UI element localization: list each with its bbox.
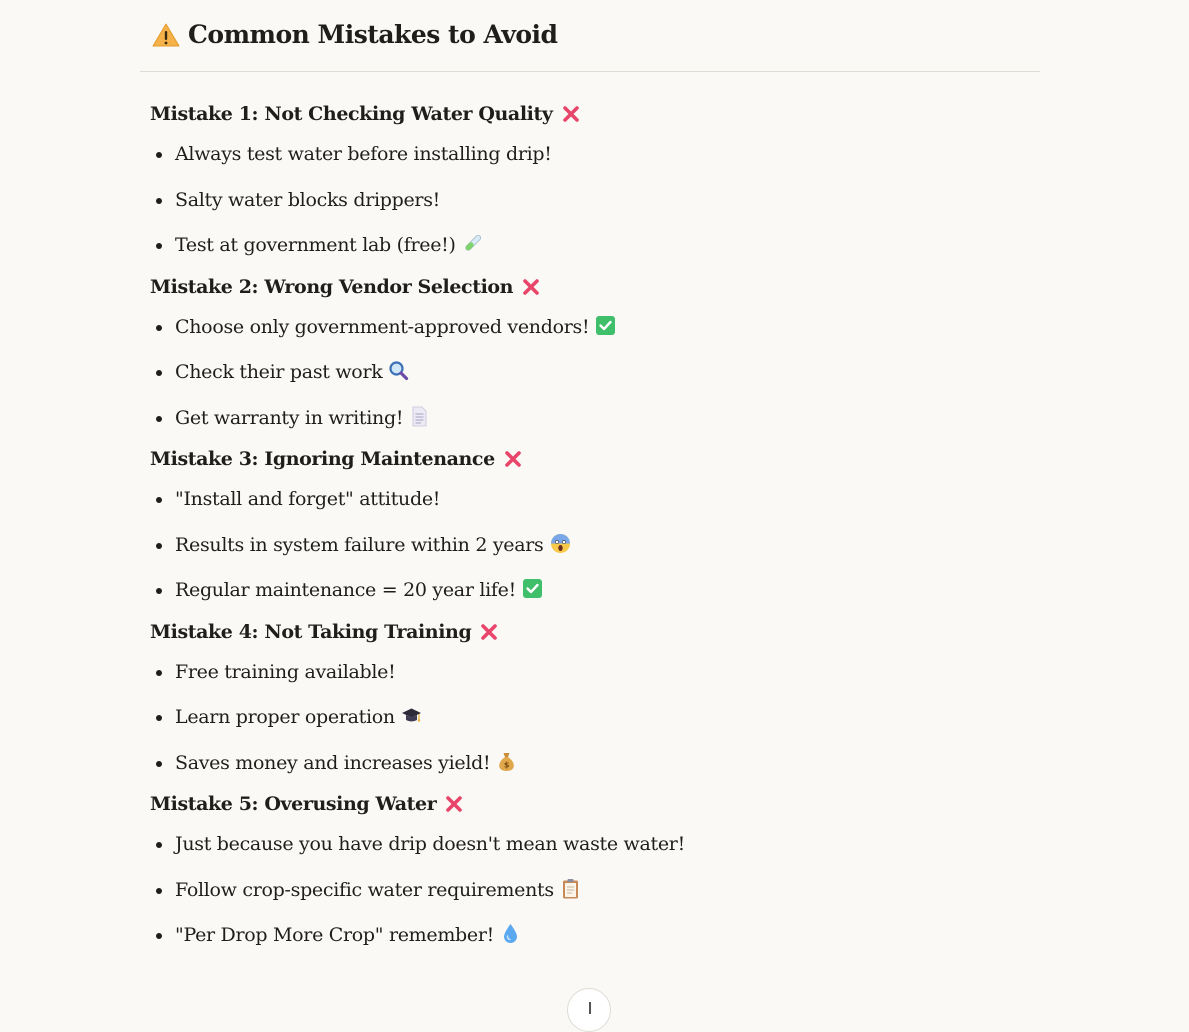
list-item xyxy=(150,305,1040,351)
list-item xyxy=(150,868,1040,914)
list-item xyxy=(150,822,1040,868)
mistake-bullets xyxy=(150,650,1040,787)
list-item-text: Just because you have drip doesn't mean waste water! xyxy=(175,833,685,855)
list-item xyxy=(150,132,1040,178)
mistake-title-text: Mistake 4: Not Taking Training xyxy=(150,620,472,643)
list-item-text: Results in system failure within 2 years xyxy=(175,533,544,556)
mistake-block xyxy=(150,96,1040,269)
cross-mark-icon xyxy=(561,104,581,124)
list-item xyxy=(150,650,1040,696)
list-item-text: Follow crop-specific water requirements xyxy=(175,878,554,901)
list-item xyxy=(150,477,1040,523)
mistake-bullets xyxy=(150,305,1040,442)
scroll-to-bottom-button[interactable] xyxy=(567,988,611,1032)
list-item-text: Learn proper operation xyxy=(175,706,395,728)
list-item xyxy=(150,396,1040,442)
mistakes-list xyxy=(140,72,1040,959)
list-item-text: Regular maintenance = 20 year life! xyxy=(175,579,516,601)
mistake-bullets xyxy=(150,132,1040,269)
mistake-block xyxy=(150,786,1040,959)
check-mark-icon xyxy=(595,315,616,336)
list-item-text: Choose only government-approved vendors! xyxy=(175,315,590,338)
list-item-text: Check their past work xyxy=(175,361,383,383)
list-item xyxy=(150,695,1040,741)
mistake-title xyxy=(150,269,1040,305)
mistake-title-text: Mistake 1: Not Checking Water Quality xyxy=(150,103,553,125)
money-bag-icon xyxy=(496,751,517,772)
list-item-text: "Per Drop More Crop" remember! xyxy=(175,924,494,946)
list-item-text: Saves money and increases yield! xyxy=(175,751,491,774)
section-title: Common Mistakes to Avoid xyxy=(188,20,558,49)
list-item xyxy=(150,913,1040,959)
graduation-cap-icon xyxy=(401,705,422,726)
section-heading xyxy=(140,0,1040,72)
warning-icon xyxy=(152,23,180,47)
mistake-title-text: Mistake 3: Ignoring Maintenance xyxy=(150,448,495,470)
screaming-face-icon xyxy=(550,533,571,554)
magnifier-icon xyxy=(388,360,409,381)
droplet-icon xyxy=(500,923,521,944)
cross-mark-icon xyxy=(444,794,464,814)
list-item xyxy=(150,178,1040,224)
svg-text:$: $ xyxy=(504,760,510,769)
cross-mark-icon xyxy=(521,277,541,297)
list-item xyxy=(150,523,1040,569)
list-item xyxy=(150,223,1040,269)
list-item-text: "Install and forget" attitude! xyxy=(175,488,441,510)
mistake-title-text: Mistake 5: Overusing Water xyxy=(150,793,437,815)
clipboard-icon xyxy=(560,878,581,899)
list-item-text: Salty water blocks drippers! xyxy=(175,188,441,211)
list-item xyxy=(150,741,1040,787)
cross-mark-icon xyxy=(479,622,499,642)
document-icon xyxy=(409,406,430,427)
test-tube-icon xyxy=(462,233,483,254)
check-mark-icon xyxy=(522,578,543,599)
mistake-bullets xyxy=(150,477,1040,614)
mistake-bullets xyxy=(150,822,1040,959)
mistake-block xyxy=(150,269,1040,442)
cross-mark-icon xyxy=(503,449,523,469)
mistake-title xyxy=(150,96,1040,132)
list-item-text: Get warranty in writing! xyxy=(175,406,404,429)
mistake-block xyxy=(150,614,1040,787)
mistake-title xyxy=(150,614,1040,650)
mistake-title xyxy=(150,441,1040,477)
mistake-block xyxy=(150,441,1040,614)
mistake-title xyxy=(150,786,1040,822)
list-item-text: Always test water before installing drip! xyxy=(175,143,552,165)
list-item-text: Test at government lab (free!) xyxy=(175,234,456,256)
list-item-text: Free training available! xyxy=(175,660,396,683)
list-item xyxy=(150,568,1040,614)
list-item xyxy=(150,350,1040,396)
message-content xyxy=(140,0,1040,959)
mistake-title-text: Mistake 2: Wrong Vendor Selection xyxy=(150,275,514,298)
